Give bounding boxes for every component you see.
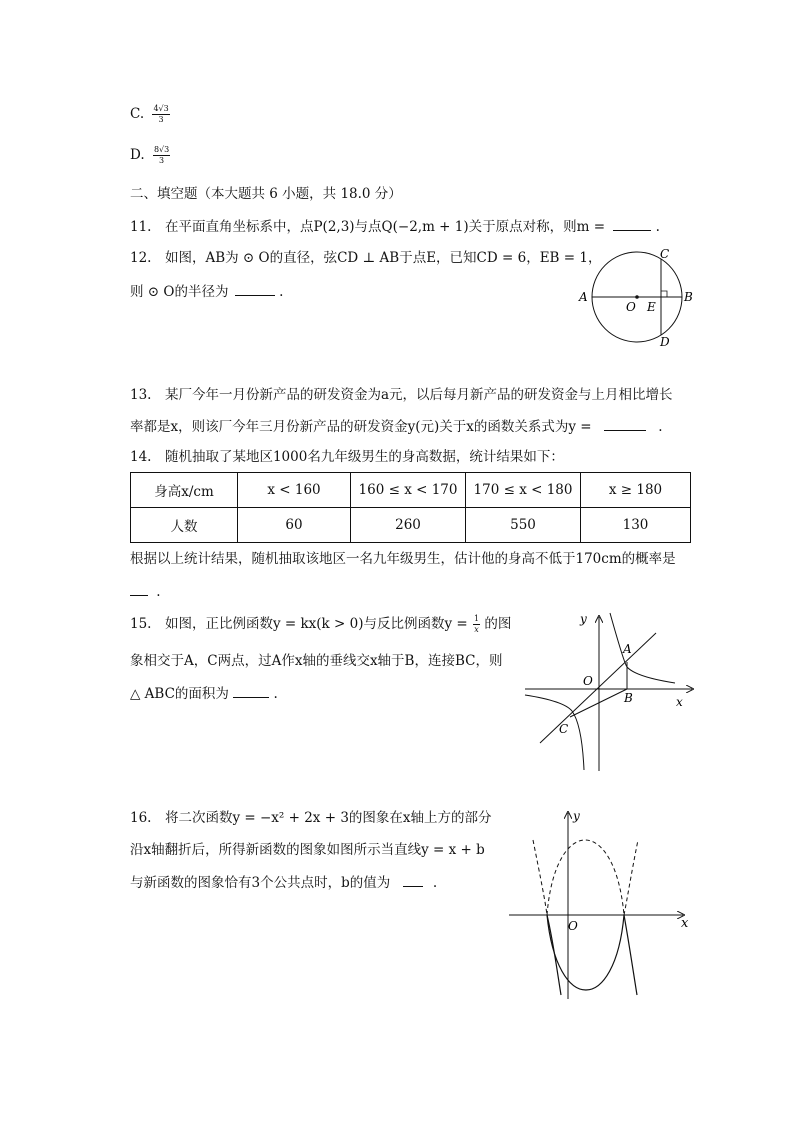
- q15-graph-figure: [520, 605, 700, 775]
- option-c-letter: C.: [130, 106, 145, 122]
- label-d: D: [660, 335, 670, 349]
- option-c: [130, 104, 170, 125]
- table-col-3: 170 ≤ x < 180: [466, 473, 581, 508]
- label-o: O: [583, 674, 593, 688]
- q14-tail: .: [156, 584, 161, 600]
- label-b: B: [624, 691, 633, 705]
- q15-line3: △ ABC的面积为: [130, 686, 229, 702]
- label-o: O: [626, 300, 636, 314]
- option-d-fraction: [153, 145, 170, 166]
- question-11: [130, 216, 660, 237]
- table-col-4: x ≥ 180: [581, 473, 691, 508]
- hyperbola-branch-1: [610, 613, 675, 683]
- table-count-4: 130: [581, 508, 691, 543]
- label-x: x: [681, 916, 689, 931]
- solid-right-branch: [624, 915, 637, 995]
- q14-line2: 根据以上统计结果，随机抽取该地区一名九年级男生，估计他的身高不低于170cm的概率是: [130, 551, 676, 567]
- q15-fraction: [473, 614, 480, 635]
- dashed-left-branch: [533, 840, 547, 915]
- dashed-right-branch: [624, 840, 638, 915]
- q15-line1b: 的图: [484, 616, 512, 632]
- table-count-1: 60: [238, 508, 351, 543]
- q12-circle-figure: [570, 240, 700, 352]
- option-c-denominator: 3: [158, 115, 164, 124]
- q11-tail: .: [655, 219, 660, 235]
- q11-text: 11. 在平面直角坐标系中，点P(2,3)与点Q(−2,m + 1)关于原点对称，则m =: [130, 219, 606, 235]
- table-row: [131, 508, 691, 543]
- table-count-2: 260: [351, 508, 466, 543]
- q15-answer-blank[interactable]: [233, 683, 269, 698]
- table-header-height: 身高x/cm: [131, 473, 238, 508]
- option-c-numerator: 4√3: [153, 104, 169, 113]
- option-d: [130, 145, 170, 166]
- question-15-line1: [130, 614, 511, 635]
- q13-line1: 13. 某厂今年一月份新产品的研发资金为a元，以后每月新产品的研发资金与上月相比增长: [130, 387, 673, 403]
- label-c: C: [660, 247, 670, 261]
- label-y: y: [580, 612, 587, 626]
- q11-answer-blank[interactable]: [613, 216, 651, 231]
- solid-left-branch: [547, 915, 561, 995]
- table-header-count: 人数: [131, 508, 238, 543]
- q15-frac-den: x: [474, 625, 479, 634]
- question-14-line3: [130, 581, 161, 602]
- label-c: C: [559, 722, 569, 736]
- question-13-line2: [130, 416, 663, 437]
- option-c-fraction: [152, 104, 169, 125]
- q15-line2: 象相交于A，C两点，过A作x轴的垂线交x轴于B，连接BC，则: [130, 653, 503, 669]
- q15-frac-num: 1: [474, 614, 480, 623]
- q14-answer-blank[interactable]: [130, 581, 148, 596]
- option-d-numerator: 8√3: [153, 145, 170, 154]
- label-e: E: [647, 300, 656, 314]
- q13-answer-blank[interactable]: [604, 416, 646, 431]
- q12-line2: 则 ⊙ O的半径为: [130, 284, 229, 300]
- q13-tail: .: [658, 419, 663, 435]
- label-o: O: [568, 919, 578, 933]
- q14-line1: 14. 随机抽取了某地区1000名九年级男生的身高数据，统计结果如下：: [130, 449, 564, 465]
- question-16-line3: [130, 872, 437, 893]
- question-12-line2: [130, 281, 283, 302]
- option-d-denominator: 3: [159, 156, 165, 165]
- table-row: [131, 473, 691, 508]
- q16-graph-figure: [505, 805, 695, 1005]
- hyperbola-branch-2: [525, 695, 584, 770]
- q15-tail: .: [273, 686, 278, 702]
- label-x: x: [676, 695, 683, 709]
- height-stats-table: [130, 472, 691, 543]
- label-b: B: [684, 290, 693, 304]
- q12-answer-blank[interactable]: [235, 281, 275, 296]
- q13-line2: 率都是x，则该厂今年三月份新产品的研发资金y(元)关于x的函数关系式为y =: [130, 419, 592, 435]
- dashed-folded-arc: [547, 840, 624, 915]
- q16-answer-blank[interactable]: [403, 872, 423, 887]
- q12-line1: 12. 如图，AB为 ⊙ O的直径，弦CD ⊥ AB于点E，已知CD = 6，EB = 1，: [130, 250, 602, 266]
- q16-line1: 16. 将二次函数y = −x² + 2x + 3的图象在x轴上方的部分: [130, 810, 492, 826]
- q16-line2: 沿x轴翻折后，所得新函数的图象如图所示当直线y = x + b: [130, 842, 485, 858]
- question-15-line3: [130, 683, 278, 704]
- table-col-2: 160 ≤ x < 170: [351, 473, 466, 508]
- right-angle-mark: [661, 291, 667, 297]
- label-a: A: [579, 290, 588, 304]
- q16-line3: 与新函数的图象恰有3个公共点时，b的值为: [130, 875, 391, 891]
- center-point: [635, 295, 639, 299]
- label-y: y: [573, 809, 580, 823]
- q16-tail: .: [432, 875, 438, 891]
- q15-line1a: 15. 如图，正比例函数y = kx(k > 0)与反比例函数y =: [130, 616, 468, 632]
- section-title: 二、填空题（本大题共 6 小题，共 18.0 分）: [130, 186, 402, 202]
- table-col-1: x < 160: [238, 473, 351, 508]
- q12-tail: .: [279, 284, 284, 300]
- line-y-kx: [540, 633, 656, 743]
- label-a: A: [623, 642, 632, 656]
- table-count-3: 550: [466, 508, 581, 543]
- option-d-letter: D.: [130, 147, 145, 163]
